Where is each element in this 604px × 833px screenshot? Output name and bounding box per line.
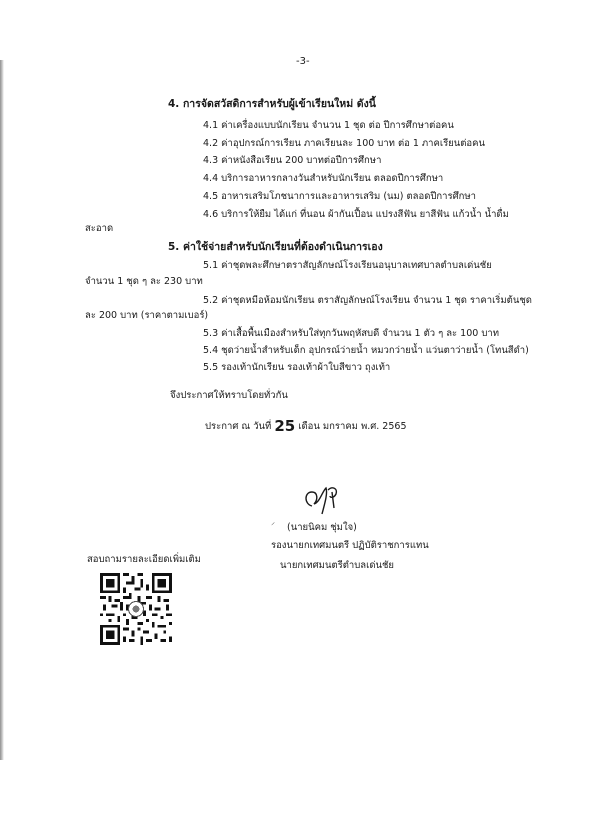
section5-item-cont: จำนวน 1 ชุด ๆ ละ 230 บาท: [85, 276, 203, 287]
section5-item-cont: ละ 200 บาท (ราคาตามเบอร์): [85, 310, 209, 321]
announcement-date: [205, 417, 407, 435]
announcement: จึงประกาศให้ทราบโดยทั่วกัน: [170, 390, 288, 401]
section5-item: 5.3 ค่าเสื้อพื้นเมืองสำหรับใส่ทุกวันพฤหัสบดี จำนวน 1 ตัว ๆ ละ 100 บาท: [203, 328, 499, 339]
signer-organization: นายกเทศมนตรีตำบลเด่นชัย: [280, 560, 394, 571]
section4-item-cont: สะอาด: [85, 223, 114, 234]
section4-item: 4.3 ค่าหนังสือเรียน 200 บาทต่อปีการศึกษา: [203, 155, 382, 166]
scan-edge-shadow: [0, 60, 4, 760]
signer-position: รองนายกเทศมนตรี ปฏิบัติราชการแทน: [271, 540, 429, 551]
section5-item: 5.4 ชุดว่ายน้ำสำหรับเด็ก อุปกรณ์ว่ายน้ำ หมวกว่ายน้ำ แว่นตาว่ายน้ำ (โทนสีดำ): [203, 345, 529, 356]
section5-item: 5.1 ค่าชุดพละศึกษาตราสัญลักษณ์โรงเรียนอนุบาลเทศบาลตำบลเด่นชัย: [203, 260, 492, 271]
qr-caption: สอบถามรายละเอียดเพิ่มเติม: [87, 554, 201, 565]
handwritten-signature: [298, 478, 358, 518]
section5-item: 5.5 รองเท้านักเรียน รองเท้าผ้าใบสีขาว ถุงเท้า: [203, 362, 391, 373]
section5-item: 5.2 ค่าชุดหมีอห้อมนักเรียน ตราสัญลักษณ์โรงเรียน จำนวน 1 ชุด ราคาเริ่มต้นชุด: [203, 295, 532, 306]
section4-heading: 4. การจัดสวัสดิการสำหรับผู้เข้าเรียนใหม่ ดังนี้: [168, 98, 376, 110]
section4-item: 4.5 อาหารเสริมโภชนาการและอาหารเสริม (นม) ตลอดปีการศึกษา: [203, 191, 476, 202]
date-suffix: เดือน มกราคม พ.ศ. 2565: [298, 421, 407, 432]
section5-heading: 5. ค่าใช้จ่ายสำหรับนักเรียนที่ต้องดำเนินการเอง: [168, 241, 383, 253]
section4-item: 4.6 บริการให้ยืม ได้แก่ ที่นอน ผ้ากันเปื้อน แปรงสีฟัน ยาสีฟัน แก้วน้ำ น้ำดื่ม: [203, 209, 509, 220]
date-prefix: ประกาศ ณ วันที่: [205, 421, 272, 432]
qr-code[interactable]: [100, 573, 172, 645]
section4-item: 4.1 ค่าเครื่องแบบนักเรียน จำนวน 1 ชุด ต่อ ปีการศึกษาต่อคน: [203, 120, 454, 131]
section4-item: 4.2 ค่าอุปกรณ์การเรียน ภาคเรียนละ 100 บาท ต่อ 1 ภาคเรียนต่อคน: [203, 138, 485, 149]
date-day: 25: [274, 417, 296, 435]
signer-name: (นายนิคม ชุ่มใจ): [287, 522, 357, 533]
section4-item: 4.4 บริการอาหารกลางวันสำหรับนักเรียน ตลอดปีการศึกษา: [203, 173, 444, 184]
page-number: -3-: [296, 56, 310, 67]
scan-mark: ⸍: [271, 521, 275, 530]
